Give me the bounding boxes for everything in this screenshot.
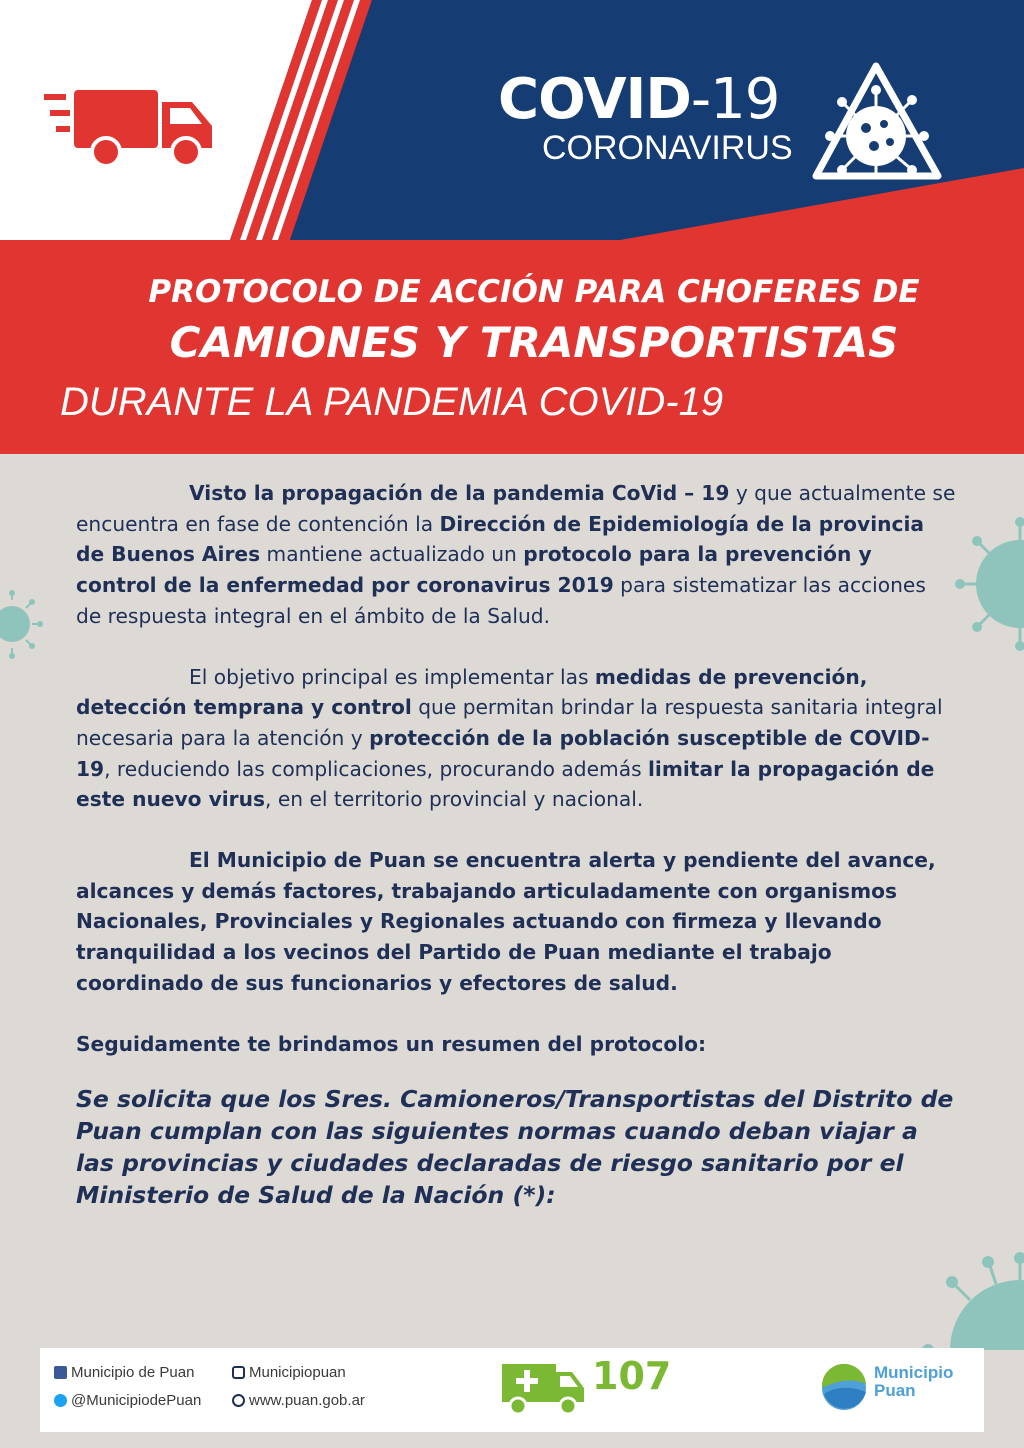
instagram-label: Municipiopuan — [249, 1364, 346, 1381]
municipio-logo-icon — [818, 1362, 870, 1414]
p2-text-4: , en el territorio provincial y nacional. — [265, 787, 644, 812]
banner-line-2: CAMIONES Y TRANSPORTISTAS — [169, 318, 899, 367]
footer — [40, 1348, 984, 1432]
summary-heading: Seguidamente te brindamos un resumen del protocolo: — [76, 1031, 707, 1056]
ambulance-icon — [498, 1356, 588, 1418]
p2-bold-2: protección de la población susceptible de COVID-19 — [76, 725, 930, 781]
p1-text-2: mantiene actualizado un — [260, 542, 524, 567]
p2-text-1: El objetivo principal es implementar las — [189, 664, 595, 689]
facebook-icon — [54, 1366, 67, 1379]
municipio-name — [874, 1364, 953, 1400]
p1-text-1: y que actualmente se encuentra en fase de contención la — [76, 481, 956, 536]
header — [0, 0, 1024, 240]
virus-decoration-icon — [900, 1240, 1024, 1350]
municipio-line-2: Puan — [874, 1381, 916, 1400]
banner-line-3: DURANTE LA PANDEMIA COVID-19 — [60, 380, 724, 424]
p2-bold-1: medidas de prevención, detección temprana y control — [76, 664, 868, 720]
title-banner — [0, 240, 1024, 454]
paragraph-2 — [76, 662, 956, 816]
facebook-link[interactable] — [54, 1364, 194, 1381]
virus-decoration-icon — [0, 590, 44, 660]
website-label: www.puan.gob.ar — [249, 1392, 365, 1409]
instagram-icon — [232, 1366, 245, 1379]
covid-title — [498, 67, 793, 167]
facebook-label: Municipio de Puan — [71, 1364, 195, 1381]
paragraph-1 — [76, 478, 956, 632]
instagram-link[interactable] — [232, 1364, 346, 1381]
municipio-line-1: Municipio — [874, 1363, 954, 1382]
p1-text-3: para sistematizar las acciones de respuesta integral en el ámbito de la Salud. — [76, 573, 926, 628]
p1-bold-1: Visto la propagación de la pandemia CoVid – 19 — [189, 481, 730, 505]
website-link[interactable] — [232, 1392, 365, 1409]
covid-title-rest: -19 — [690, 67, 780, 132]
twitter-label: @MunicipiodePuan — [71, 1392, 202, 1409]
p3-text: El Municipio de Puan se encuentra alerta y pendiente del avance, alcances y demás factores, trabajando articuladamente con organismos Nacionales, Provinciales y Regionales actuando con firmeza y llevando tranquilidad a los vecinos del Partido de Puan mediante el trabajo coordinado de sus funcionarios y efectores de salud. — [76, 848, 936, 995]
p2-text-3: , reduciendo las complicaciones, procurando además — [104, 756, 649, 781]
p2-text-2: que permitan brindar la respuesta sanitaria integral necesaria para la atención y — [76, 695, 943, 750]
globe-icon — [232, 1394, 245, 1407]
covid-subtitle: CORONAVIRUS — [542, 129, 793, 167]
p1-bold-2: Dirección de Epidemiología de la provincia de Buenos Aires — [76, 511, 925, 567]
covid-title-bold: COVID — [498, 67, 691, 132]
banner-line-1: PROTOCOLO DE ACCIÓN PARA CHOFERES DE — [148, 274, 920, 310]
twitter-link[interactable] — [54, 1392, 201, 1409]
twitter-icon — [54, 1394, 67, 1407]
paragraph-3 — [76, 845, 956, 999]
emergency-number: 107 — [592, 1354, 672, 1398]
virus-logo-icon — [812, 58, 952, 188]
truck-icon — [40, 84, 220, 174]
p2-bold-3: limitar la propagación de este nuevo virus — [76, 756, 935, 812]
main-content — [76, 478, 956, 1241]
request-paragraph: Se solicita que los Sres. Camioneros/Transportistas del Distrito de Puan cumplan con las siguientes normas cuando deban viajar a las provincias y ciudades declaradas de riesgo sanitario por el Ministerio de Salud de la Nación (*): — [76, 1085, 954, 1210]
p1-bold-3: protocolo para la prevención y control de la enfermedad por coronavirus 2019 — [76, 542, 872, 598]
virus-decoration-icon — [950, 510, 1024, 660]
